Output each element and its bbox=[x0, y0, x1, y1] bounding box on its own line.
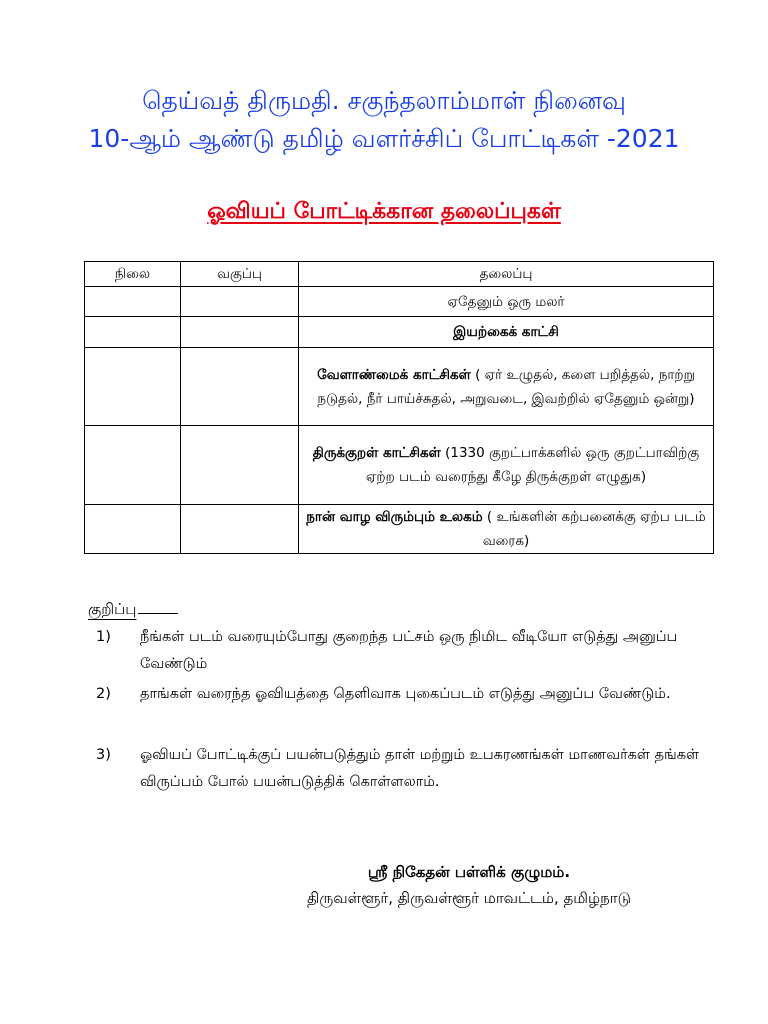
topic-bold: நான் வாழ விரும்பும் உலகம் bbox=[306, 509, 483, 525]
topic-bold: இயற்கைக் காட்சி bbox=[453, 324, 559, 340]
note-number: 3) bbox=[96, 747, 111, 763]
table-row bbox=[85, 348, 714, 426]
cell-class bbox=[181, 505, 299, 554]
cell-level bbox=[85, 348, 181, 426]
school-name: ஸ்ரீ நிகேதன் பள்ளிக் குழுமம். bbox=[367, 863, 571, 881]
note-number: 2) bbox=[96, 686, 111, 702]
cell-topic bbox=[299, 287, 714, 317]
topic-bold: வேளாண்மைக் காட்சிகள் bbox=[317, 366, 471, 383]
cell-level bbox=[85, 287, 181, 317]
table-row bbox=[85, 317, 714, 348]
header-line-2: 10-ஆம் ஆண்டு தமிழ் வளர்ச்சிப் போட்டிகள் -2021 bbox=[88, 124, 680, 153]
header-topic: தலைப்பு bbox=[299, 262, 714, 287]
header-line-1: தெய்வத் திருமதி. சகுந்தலாம்மாள் நினைவு bbox=[142, 86, 626, 115]
note-item bbox=[96, 681, 716, 708]
topic-rest: (1330 குறட்பாக்களில் ஒரு குறட்பாவிற்கு ஏற்ற படம் வரைந்து கீழே திருக்குறள் எழுதுக) bbox=[365, 445, 700, 485]
cell-class bbox=[181, 317, 299, 348]
topic-bold: திருக்குறள் காட்சிகள் bbox=[312, 445, 441, 461]
cell-topic bbox=[299, 317, 714, 348]
cell-level bbox=[85, 426, 181, 505]
note-item bbox=[96, 742, 716, 796]
note-text: தாங்கள் வரைந்த ஓவியத்தை தெளிவாக புகைப்படம் எடுத்து அனுப்ப வேண்டும். bbox=[140, 686, 671, 702]
table-row bbox=[85, 287, 714, 317]
subtitle bbox=[0, 198, 768, 226]
topic-rest: ( உங்களின் கற்பனைக்கு ஏற்ப படம் வரைக) bbox=[482, 509, 706, 549]
table-row bbox=[85, 426, 714, 505]
header-class: வகுப்பு bbox=[181, 262, 299, 287]
topic-rest: ( ஏர் உழுதல், களை பறித்தல், நாற்று நடுதல், நீர் பாய்ச்சுதல், அறுவடை, இவற்றில் ஏதேனும் ஒன்று) bbox=[317, 366, 695, 407]
cell-level bbox=[85, 317, 181, 348]
cell-class bbox=[181, 287, 299, 317]
header-level: நிலை bbox=[85, 262, 181, 287]
note-item bbox=[96, 624, 716, 678]
note-number: 1) bbox=[96, 629, 111, 645]
cell-topic bbox=[299, 426, 714, 505]
cell-class bbox=[181, 348, 299, 426]
topic-rest: ஏதேனும் ஒரு மலர் bbox=[447, 293, 565, 310]
notes-heading: குறிப்பு bbox=[88, 600, 178, 620]
table-row bbox=[85, 505, 714, 554]
note-text: நீங்கள் படம் வரையும்போது குறைந்த பட்சம் ஒரு நிமிட வீடியோ எடுத்து அனுப்ப வேண்டும் bbox=[140, 629, 678, 672]
cell-class bbox=[181, 426, 299, 505]
cell-topic bbox=[299, 348, 714, 426]
subtitle-text: ஓவியப் போட்டிக்கான தலைப்புகள் bbox=[207, 199, 561, 224]
cell-level bbox=[85, 505, 181, 554]
table-header-row bbox=[85, 262, 714, 287]
cell-topic bbox=[299, 505, 714, 554]
topics-table bbox=[84, 261, 714, 554]
school-address: திருவள்ளூர், திருவள்ளூர் மாவட்டம், தமிழ்நாடு bbox=[307, 889, 631, 907]
note-text: ஓவியப் போட்டிக்குப் பயன்படுத்தும் தாள் மற்றும் உபகரணங்கள் மாணவர்கள் தங்கள் விருப்பம் போல் பயன்படுத்திக் கொள்ளலாம். bbox=[140, 747, 700, 790]
